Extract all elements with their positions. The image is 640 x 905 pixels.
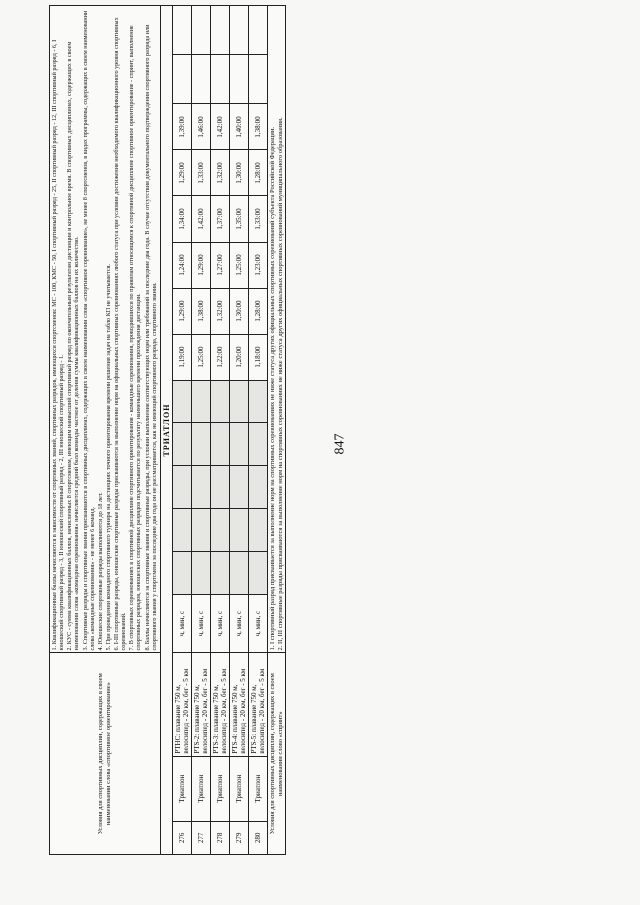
empty-cell bbox=[249, 551, 268, 594]
row-value: 1,24:00 bbox=[172, 242, 191, 288]
note-item: 8. Баллы начисляются за спортивные звания и спортивные разряды, при условии выполнения соответствующих норм или требований за последние два года. В случае отсутствия документального подтверждения спортивного разряда или спортивного звания у спортсмена за последние два года он не рассматривается, как не имеющий спортивного разряда, спортивного звания. bbox=[143, 24, 158, 651]
empty-cell bbox=[211, 6, 230, 55]
note-item: 7. В спортивных соревнованиях в спортивной дисциплине спортивного ориентирования - командные соревнования, проводившихся по правилам относящимся к спортивной дисциплине спортивное ориентирование - спринт, выполнение спортивных разрядов, юношеских спортивных разрядов подсчитывается по результату наименьшего времени прохождения дистанции. bbox=[128, 25, 143, 651]
conditions-notes bbox=[50, 6, 161, 653]
row-unit: ч, мин, с bbox=[192, 594, 211, 653]
empty-cell bbox=[249, 55, 268, 104]
row-value: 1,42:00 bbox=[211, 104, 230, 150]
empty-cell bbox=[211, 55, 230, 104]
empty-cell bbox=[192, 6, 211, 55]
note-item: 1. Квалификационные баллы начисляются в зависимости от спортивных званий, спортивных разрядов, имеющихся спортсменов: МС - 100, КМС - 50, I спортивный разряд - 25, II спортивный разряд - 12, III спортивный разряд - 6, I юношеский спортивный разряд - 3, II юношеский спортивный разряд - 2, III юношеский спортивный разряд - 1. bbox=[51, 39, 66, 651]
row-number: 280 bbox=[249, 821, 268, 854]
empty-cell bbox=[192, 55, 211, 104]
row-value: 1,28:00 bbox=[249, 288, 268, 334]
empty-cell bbox=[249, 509, 268, 552]
empty-cell bbox=[211, 509, 230, 552]
empty-cell bbox=[172, 466, 191, 509]
row-value: 1,30:00 bbox=[230, 288, 249, 334]
row-value: 1,38:00 bbox=[192, 288, 211, 334]
empty-cell bbox=[211, 466, 230, 509]
conditions-row bbox=[50, 6, 161, 855]
row-sport: Триатлон bbox=[172, 756, 191, 821]
table-row bbox=[230, 6, 249, 855]
empty-cell bbox=[172, 380, 191, 423]
row-unit: ч, мин, с bbox=[249, 594, 268, 653]
conditions-header: Условия для спортивных дисциплин, содержащих в своем наименовании слова «спортивное ориентирование» bbox=[50, 653, 161, 855]
table-row bbox=[192, 6, 211, 855]
note-item: 3. Спортивные разряды и спортивные звания присваиваются в спортивных дисциплинах, содержащих в своем наименовании слова «спортивное соревнование», не менее 8 спортсменов, в видах программы, содержащих в своем наименовании слова «командные соревнования» - не менее 6 команд. bbox=[81, 10, 96, 651]
empty-cell bbox=[172, 551, 191, 594]
empty-cell bbox=[230, 466, 249, 509]
section-title: ТРИАТЛОН bbox=[160, 6, 172, 855]
empty-cell bbox=[249, 423, 268, 466]
row-sport: Триатлон bbox=[192, 756, 211, 821]
row-value: 1,38:00 bbox=[249, 104, 268, 150]
row-discipline: PTS-2: плавание 750 м, велосипед - 20 км, бег - 5 км bbox=[192, 653, 211, 756]
row-value: 1,29:00 bbox=[172, 150, 191, 196]
empty-cell bbox=[249, 466, 268, 509]
row-value: 1,33:00 bbox=[249, 196, 268, 242]
row-value: 1,25:00 bbox=[192, 334, 211, 380]
empty-cell bbox=[211, 551, 230, 594]
row-sport: Триатлон bbox=[249, 756, 268, 821]
empty-cell bbox=[211, 423, 230, 466]
page-number: 847 bbox=[332, 433, 348, 455]
row-value: 1,32:00 bbox=[211, 150, 230, 196]
empty-cell bbox=[192, 509, 211, 552]
row-value: 1,27:00 bbox=[211, 242, 230, 288]
row-value: 1,19:00 bbox=[172, 334, 191, 380]
empty-cell bbox=[172, 509, 191, 552]
row-value: 1,40:00 bbox=[230, 104, 249, 150]
empty-cell bbox=[230, 55, 249, 104]
table-row bbox=[172, 6, 191, 855]
empty-cell bbox=[249, 380, 268, 423]
row-value: 1,29:00 bbox=[172, 288, 191, 334]
row-discipline: PTS-5: плавание 750 м, велосипед - 20 км, бег - 5 км bbox=[249, 653, 268, 756]
table-row bbox=[211, 6, 230, 855]
row-value: 1,28:00 bbox=[249, 150, 268, 196]
section-row bbox=[160, 6, 172, 855]
row-number: 276 bbox=[172, 821, 191, 854]
empty-cell bbox=[230, 423, 249, 466]
empty-cell bbox=[249, 6, 268, 55]
table-row bbox=[249, 6, 268, 855]
row-value: 1,22:00 bbox=[211, 334, 230, 380]
row-value: 1,46:00 bbox=[192, 104, 211, 150]
row-value: 1,33:00 bbox=[192, 150, 211, 196]
note-item: 4. Юношеские спортивные разряды выполняются до 18 лет. bbox=[96, 492, 104, 651]
row-value: 1,18:00 bbox=[249, 334, 268, 380]
row-value: 1,39:00 bbox=[172, 104, 191, 150]
row-value: 1,20:00 bbox=[230, 334, 249, 380]
empty-cell bbox=[230, 509, 249, 552]
norms-table bbox=[49, 5, 286, 855]
empty-cell bbox=[172, 423, 191, 466]
footer-notes bbox=[268, 6, 286, 653]
empty-cell bbox=[192, 551, 211, 594]
row-discipline: PTS-3: плавание 750 м, велосипед - 20 км, бег - 5 км bbox=[211, 653, 230, 756]
row-value: 1,23:00 bbox=[249, 242, 268, 288]
row-value: 1,25:00 bbox=[230, 242, 249, 288]
row-value: 1,30:00 bbox=[230, 150, 249, 196]
row-unit: ч, мин, с bbox=[211, 594, 230, 653]
footer-note: 2. II, III спортивные разряды присваиваются за выполнение норм на спортивных соревнованиях не ниже статуса других официальных спортивных соревнований муниципального образования. bbox=[276, 117, 284, 651]
row-value: 1,29:00 bbox=[192, 242, 211, 288]
row-number: 277 bbox=[192, 821, 211, 854]
note-item: 5. При проведении командного спортивного турнира на дистанциях точного ориентирования времени решения задач на табло КП не учитывается. bbox=[104, 264, 112, 651]
rotated-document-sheet bbox=[49, 5, 569, 855]
row-unit: ч, мин, с bbox=[230, 594, 249, 653]
row-sport: Триатлон bbox=[211, 756, 230, 821]
note-item: 2. КУС - сумма квалификационных баллов, начисленных 8 спортсменам, имеющим наивысший спортивный разряд по окончательным результатам дистанции и контрольное время. В спортивных дисциплинах, содержащих в своем наименовании слова «командная соревнования» начисляется средний балл команды частное от деления суммы квалификационных баллов на их количество. bbox=[66, 41, 81, 651]
empty-cell bbox=[230, 6, 249, 55]
empty-cell bbox=[211, 380, 230, 423]
empty-cell bbox=[230, 380, 249, 423]
row-value: 1,35:00 bbox=[230, 196, 249, 242]
row-sport: Триатлон bbox=[230, 756, 249, 821]
empty-cell bbox=[192, 466, 211, 509]
empty-cell bbox=[192, 380, 211, 423]
row-value: 1,34:00 bbox=[172, 196, 191, 242]
note-item: 6. I-III спортивные разряды, юношеские спортивные разряды присваиваются за выполнение норм на официальных спортивных соревнованиях любого статуса при условии достижения необходимого квалификационного уровня спортивных соревнований. bbox=[113, 17, 128, 651]
row-value: 1,37:00 bbox=[211, 196, 230, 242]
empty-cell bbox=[192, 423, 211, 466]
footer-note: 1. I спортивный разряд присваивается за выполнение норм на спортивных соревнованиях не ниже статуса других официальных спортивных соревнований субъекта Российской Федерации. bbox=[269, 127, 277, 651]
footer-header: Условия для спортивных дисциплин, содержащих в своем наименовании слово «спринт» bbox=[268, 653, 286, 855]
row-discipline: PTHC: плавание 750 м, велосипед - 20 км, бег - 5 км bbox=[172, 653, 191, 756]
empty-cell bbox=[172, 6, 191, 55]
row-number: 279 bbox=[230, 821, 249, 854]
row-discipline: PTS-4: плавание 750 м, велосипед - 20 км, бег - 5 км bbox=[230, 653, 249, 756]
footer-row bbox=[268, 6, 286, 855]
row-unit: ч, мин, с bbox=[172, 594, 191, 653]
row-value: 1,42:00 bbox=[192, 196, 211, 242]
empty-cell bbox=[172, 55, 191, 104]
row-number: 278 bbox=[211, 821, 230, 854]
row-value: 1,32:00 bbox=[211, 288, 230, 334]
empty-cell bbox=[230, 551, 249, 594]
